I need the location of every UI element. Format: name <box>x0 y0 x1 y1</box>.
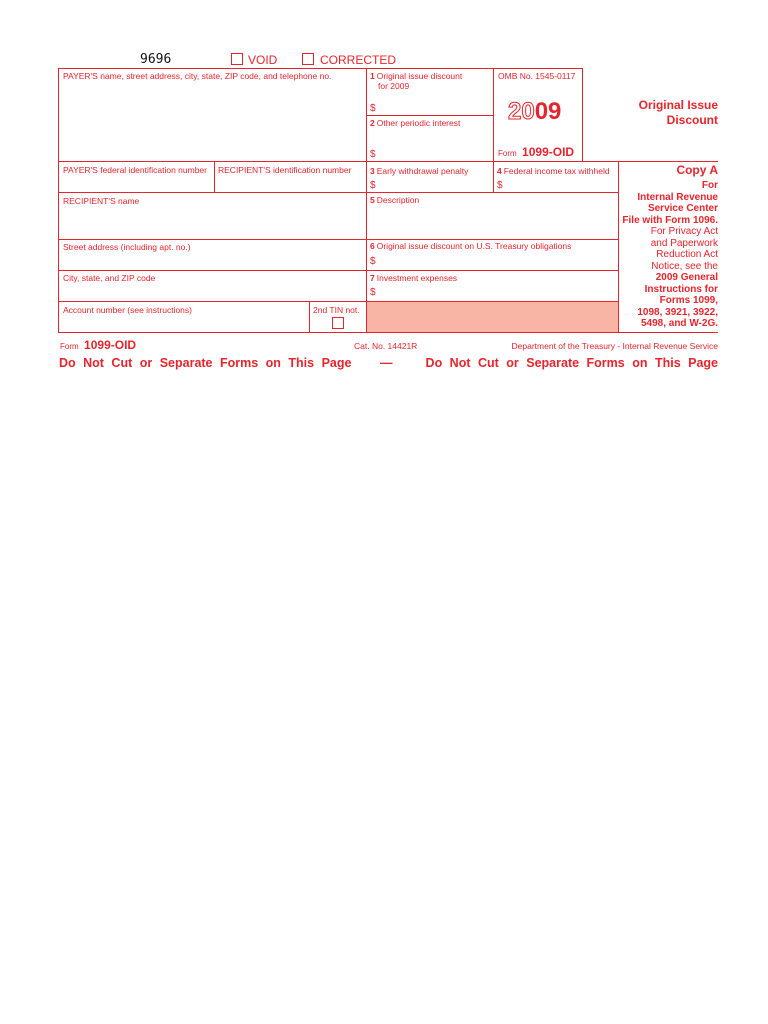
copy-instruction-line: Reduction Act <box>656 249 718 260</box>
form-code: 9696 <box>140 52 172 67</box>
form-id-top <box>498 145 574 159</box>
box6-dollar[interactable]: $ <box>370 256 376 267</box>
form-title-line1: Original Issue <box>638 98 718 112</box>
copy-instruction-line: Service Center <box>647 203 718 214</box>
tax-year-outline: 20 <box>508 98 535 125</box>
box4-number: 4 <box>497 166 502 176</box>
box2-dollar[interactable]: $ <box>370 149 376 160</box>
account-label: Account number (see instructions) <box>63 305 192 315</box>
box6-text: Original issue discount on U.S. Treasury obligations <box>376 241 572 251</box>
department: Department of the Treasury - Internal Revenue Service <box>511 341 718 351</box>
copy-instruction-line: Forms 1099, <box>659 295 718 306</box>
recipient-name-label: RECIPIENT'S name <box>63 196 140 206</box>
tin-not-label: 2nd TIN not. <box>313 305 360 315</box>
void-label: VOID <box>248 53 278 67</box>
form-title <box>639 98 718 128</box>
do-not-cut-left: Do Not Cut or Separate Forms on This Page <box>59 356 352 370</box>
payer-name-field[interactable] <box>60 82 364 160</box>
box3-dollar[interactable]: $ <box>370 180 376 191</box>
box1-text: Original issue discount <box>376 71 463 81</box>
box2-number: 2 <box>370 118 375 128</box>
box2-text: Other periodic interest <box>376 118 461 128</box>
box7-number: 7 <box>370 273 375 283</box>
box1-label <box>370 71 462 81</box>
box5-text: Description <box>376 195 420 205</box>
copy-instruction-line: For <box>701 180 718 191</box>
copy-instruction-line: Instructions for <box>644 283 718 295</box>
footer-form-word: Form <box>60 342 79 351</box>
copy-instruction-line: For Privacy Act <box>650 226 718 237</box>
box3-number: 3 <box>370 166 375 176</box>
recipient-id-label: RECIPIENT'S identification number <box>218 165 352 175</box>
box3-label <box>370 166 468 176</box>
box4-dollar[interactable]: $ <box>497 180 503 191</box>
box5-label <box>370 195 419 205</box>
form-number-top: 1099-OID <box>522 145 575 159</box>
copy-instruction-line: and Paperwork <box>650 237 718 249</box>
form-word-top: Form <box>498 149 517 158</box>
form-title-line2: Discount <box>666 113 718 127</box>
copy-instruction-line: 2009 General <box>655 272 718 283</box>
copy-label: Copy A <box>676 163 718 177</box>
cat-number: Cat. No. 14421R <box>354 341 418 351</box>
tax-year <box>508 98 561 126</box>
box6-number: 6 <box>370 241 375 251</box>
footer-form-number: 1099-OID <box>84 338 137 352</box>
payer-name-label: PAYER'S name, street address, city, state, ZIP code, and telephone no. <box>63 71 332 81</box>
copy-instructions <box>622 180 718 330</box>
box3-text: Early withdrawal penalty <box>376 166 469 176</box>
do-not-cut-right: Do Not Cut or Separate Forms on This Page <box>425 356 718 370</box>
dash: — <box>380 356 393 370</box>
tin-not-checkbox[interactable] <box>332 317 344 329</box>
tax-year-bold: 09 <box>534 98 562 125</box>
shaded-area <box>367 302 618 332</box>
box5-number: 5 <box>370 195 375 205</box>
void-checkbox[interactable] <box>231 53 243 65</box>
street-label: Street address (including apt. no.) <box>63 242 191 252</box>
copy-instruction-line: Notice, see the <box>651 260 718 272</box>
copy-instruction-line: File with Form 1096. <box>622 214 718 226</box>
corrected-checkbox[interactable] <box>302 53 314 65</box>
footer-form-id <box>60 338 136 352</box>
box1-dollar[interactable]: $ <box>370 103 376 114</box>
box1-label-line2: for 2009 <box>378 81 410 91</box>
corrected-label: CORRECTED <box>320 53 397 67</box>
payer-fed-id-label: PAYER'S federal identification number <box>63 165 207 175</box>
box1-number: 1 <box>370 71 375 81</box>
box6-label <box>370 241 571 251</box>
copy-instruction-line: 1098, 3921, 3922, <box>637 306 718 318</box>
box4-text: Federal income tax withheld <box>503 166 610 176</box>
omb-number: OMB No. 1545-0117 <box>498 71 576 81</box>
box7-label <box>370 273 457 283</box>
box7-text: Investment expenses <box>376 273 458 283</box>
copy-instruction-line: 5498, and W-2G. <box>640 318 718 329</box>
box7-dollar[interactable]: $ <box>370 287 376 298</box>
box4-label <box>497 166 610 176</box>
city-label: City, state, and ZIP code <box>63 273 156 283</box>
copy-instruction-line: Internal Revenue <box>637 191 718 203</box>
box2-label <box>370 118 460 128</box>
